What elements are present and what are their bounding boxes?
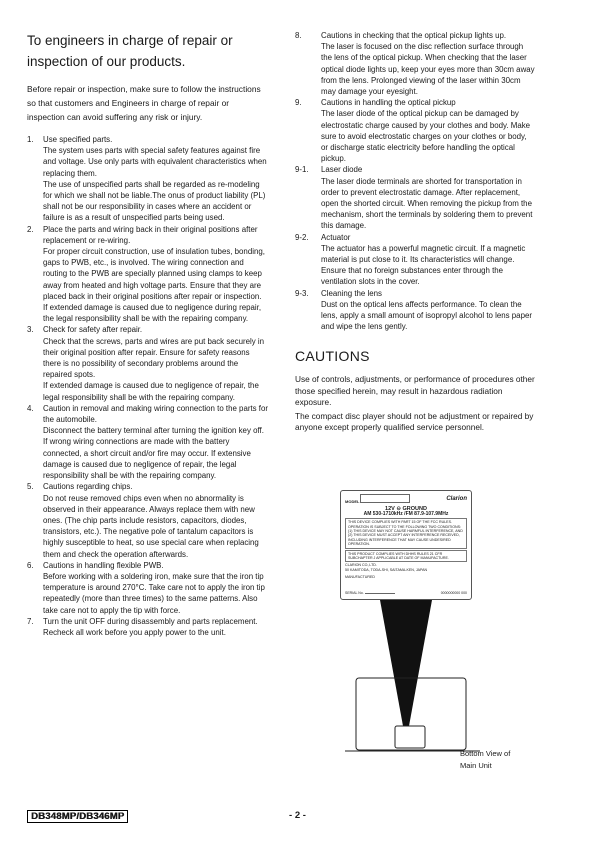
label-address: 50 KAMITODA, TODA-SHI, SAITAMA-KEN, JAPAN bbox=[345, 567, 428, 572]
cautions-text-2: The compact disc player should not be adjustment or repaired by anyone except properly qualified service personnel. bbox=[295, 410, 534, 433]
item-title: Cautions regarding chips. bbox=[43, 482, 133, 492]
intro-text: Before repair or inspection, make sure to follow the instructions so that customers and Engineers in charge of repair or inspection can avoid suffering any risk or injury. bbox=[27, 84, 261, 122]
label-manufactured: MANUFACTURED bbox=[345, 575, 375, 580]
left-instruction-list bbox=[27, 134, 269, 638]
item-title: Cautions in handling flexible PWB. bbox=[43, 560, 164, 570]
item-number: 9-1. bbox=[295, 165, 309, 175]
item-paragraph: The system uses parts with special safety features against fire and voltage. Use only parts with equivalent characteristics when replacing them. bbox=[43, 146, 267, 178]
item-number: 5. bbox=[27, 482, 34, 492]
item-number: 4. bbox=[27, 403, 34, 413]
item-paragraph: Check that the screws, parts and wires are put back securely in their original position after repair. Ensure for safety reasons there is no possibility of secondary problems around the repaired spots. bbox=[43, 336, 265, 380]
item-title: Cautions in checking that the optical pickup lights up. bbox=[321, 31, 507, 40]
item-paragraph: Disconnect the battery terminal after turning the ignition key off. If wrong wiring connections are made with the battery connected, a short circuit and/or fire may occur. If extensive damage is caused due to negligence of repair, the legal responsibility shall be with the repairing company. bbox=[43, 426, 264, 481]
label-serial: SERIAL No. bbox=[345, 588, 395, 595]
item-paragraph: Dust on the optical lens affects performance. To clean the lens, apply a small amount of isopropyl alcohol to lens paper and wipe the lens gently. bbox=[321, 299, 532, 332]
item-paragraph: The actuator has a powerful magnetic circuit. If a magnetic material is put close to it. Its characteristics will change. Ensure that no foreign substances enter through the ventilation slots in the cover. bbox=[321, 243, 526, 287]
item-title: Caution in removal and making wiring connection to the parts for the automobile. bbox=[43, 403, 269, 425]
item-title: Turn the unit OFF during disassembly and parts replacement. Recheck all work before you apply power to the unit. bbox=[43, 616, 258, 637]
item-title: Check for safety after repair. bbox=[43, 325, 143, 335]
list-item bbox=[27, 324, 269, 402]
footer-page-number: - 2 - bbox=[289, 810, 306, 821]
item-number: 6. bbox=[27, 560, 34, 570]
label-pointer-beam bbox=[380, 600, 432, 726]
item-title: Place the parts and wiring back in their original positions after replacement or re-wiring. bbox=[43, 224, 258, 245]
item-number: 1. bbox=[27, 135, 34, 144]
item-paragraph: Before working with a soldering iron, make sure that the iron tip temperature is around 270°C. Take care not to apply the iron tip repeatedly (more than three times) to the same patterns. Also take care not to apply the tip with force. bbox=[43, 571, 265, 615]
item-number: 8. bbox=[295, 31, 302, 40]
cautions-text-1: Use of controls, adjustments, or performance of procedures other those specified herein, may result in hazardous radiation exposure. bbox=[295, 374, 535, 408]
label-model: MODEL bbox=[345, 499, 360, 504]
item-number: 3. bbox=[27, 325, 34, 335]
list-item bbox=[27, 134, 269, 224]
item-paragraph: The laser diode terminals are shorted for transportation in order to prevent electrostatic damage. After replacement, open the shorted circuit. When removing the pickup from the mechanism, short the terminals by soldering them to prevent this damage. bbox=[321, 176, 533, 231]
item-number: 9. bbox=[295, 98, 302, 108]
list-item bbox=[295, 97, 535, 164]
item-paragraph: If extended damage is caused due to negligence of repair, the legal responsibility shall be with the repairing company. bbox=[43, 381, 259, 402]
item-paragraph: The laser is focused on the disc reflection surface through the lens of the optical pickup. When checking that the laser optical diode lights up, keep your eyes more than 30cm away from the lens. Prolonged viewing of the laser within 30cm may damage your eyesight. bbox=[321, 42, 535, 97]
bottom-view-caption: Bottom View of Main Unit bbox=[460, 749, 511, 770]
left-column bbox=[27, 30, 269, 638]
label-code: 0000000000 000 bbox=[440, 590, 467, 595]
label-model-box bbox=[360, 494, 410, 503]
list-item bbox=[27, 403, 269, 481]
label-location-box bbox=[395, 726, 425, 748]
item-number: 9-2. bbox=[295, 232, 309, 242]
item-paragraph: The use of unspecified parts shall be regarded as re-modeling for which we shall not be liable.The onus of product liability (PL) shall not be our responsibility in cases where an accident or failure is as a result of unspecified parts being used. bbox=[43, 179, 266, 223]
item-paragraph: The laser diode of the optical pickup can be damaged by electrostatic charge caused by your clothes and body. Make sure to avoid electrostatic charges on your clothes or body, or discharge static electricity before handling the optical pickup. bbox=[321, 109, 531, 164]
label-dhhs-notice: THIS PRODUCT COMPLIES WITH DHHS RULES 21 CFR SUBCHAPTER J APPLICABLE AT DATE OF MANUFACTURE. bbox=[345, 550, 467, 563]
label-brand: Clarion bbox=[446, 496, 467, 502]
item-number: 9-3. bbox=[295, 288, 309, 298]
list-item bbox=[27, 560, 269, 616]
list-item bbox=[27, 616, 269, 638]
item-number: 7. bbox=[27, 616, 34, 626]
item-number: 2. bbox=[27, 224, 34, 234]
item-title: Laser diode bbox=[321, 165, 363, 175]
list-item bbox=[295, 232, 535, 288]
right-column bbox=[295, 30, 535, 436]
list-item bbox=[27, 481, 269, 559]
item-title: Cautions in handling the optical pickup bbox=[321, 98, 456, 108]
item-title: Cleaning the lens bbox=[321, 288, 382, 298]
label-company: CLARION CO.,LTD. bbox=[345, 563, 377, 568]
main-unit-diagram bbox=[340, 598, 490, 758]
right-instruction-list bbox=[295, 30, 535, 332]
list-item bbox=[295, 288, 535, 333]
list-item bbox=[295, 30, 535, 97]
label-fcc-notice: THIS DEVICE COMPLIES WITH PART 15 OF THE FCC RULES. OPERATION IS SUBJECT TO THE FOLLOWING TWO CONDITIONS: (1) THIS DEVICE MAY NOT CAUSE HARMFUL INTERFERENCE, AND (2) THIS DEVICE MUST ACCEPT ANY INTERFERENCE RECEIVED, INCLUDING INTERFERENCE THAT MAY CAUSE UNDESIRED OPERATION. bbox=[345, 518, 467, 548]
product-label bbox=[340, 490, 472, 600]
list-item bbox=[295, 164, 535, 231]
item-paragraph: If extended damage is caused due to negligence during repair, the legal responsibility shall be with the repairing company. bbox=[43, 303, 262, 324]
item-title: Actuator bbox=[321, 232, 351, 242]
cautions-heading: CAUTIONS bbox=[295, 348, 370, 365]
item-title: Use specified parts. bbox=[43, 135, 113, 144]
item-paragraph: Do not reuse removed chips even when no abnormality is observed in their appearance. Always replace them with new ones. (The chip parts include resistors, capacitors, diodes, transistors, etc.). The negative pole of tantalum capacitors is highly susceptible to heat, so use special care when replacing them and check the operation afterwards. bbox=[43, 493, 259, 559]
page-title: To engineers in charge of repair or inspection of our products. bbox=[27, 33, 233, 69]
label-frequency: AM 530-1710kHz /FM 87.9-107.9MHz bbox=[363, 510, 449, 517]
label-voltage: 12V ⊖ GROUND bbox=[385, 506, 427, 513]
list-item bbox=[27, 224, 269, 325]
item-paragraph: For proper circuit construction, use of insulation tubes, bonding, gaps to PWB, etc., is involved. The wiring connection and routing to the PWB are specially planned using clamps to keep away from heated and high voltage parts. Ensure that they are placed back in their original positions after repair or inspection. bbox=[43, 247, 265, 301]
footer-model-number: DB348MP/DB346MP bbox=[27, 810, 128, 823]
